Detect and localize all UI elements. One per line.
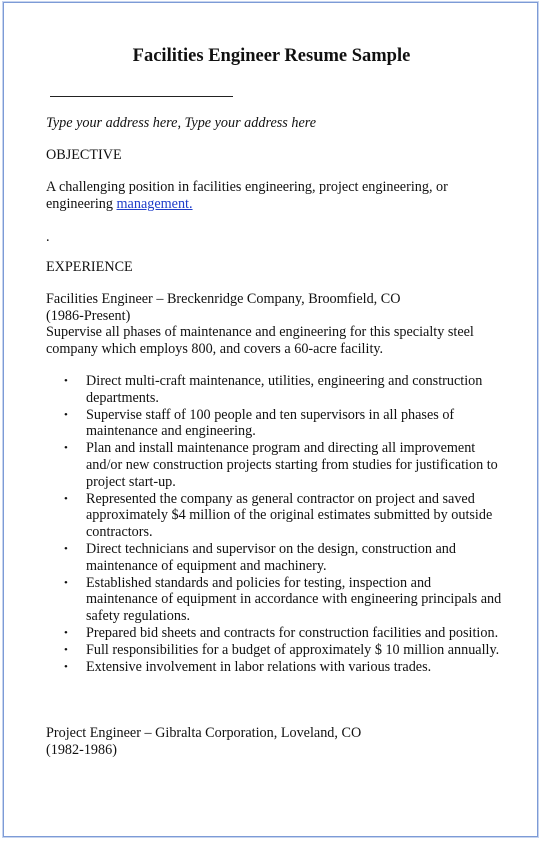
bullet-item: • Supervise staff of 100 people and ten supervisors in all phases of maintenance and engineering. xyxy=(62,407,502,441)
bullet-item: • Direct technicians and supervisor on the design, construction and maintenance of equipment and machinery. xyxy=(62,541,502,575)
objective-body: A challenging position in facilities engineering, project engineering, or engineering xyxy=(46,179,448,212)
job-title: Facilities Engineer – Breckenridge Company, Broomfield, CO xyxy=(46,291,401,307)
address-line: Type your address here, Type your address here xyxy=(46,115,317,131)
job-title: Project Engineer – Gibralta Corporation, Loveland, CO xyxy=(46,725,362,741)
bullet-item: • Plan and install maintenance program and directing all improvement and/or new construction projects starting from studies for justification to project start-up. xyxy=(62,440,502,490)
document-page xyxy=(3,2,538,837)
bullet-item: • Prepared bid sheets and contracts for construction facilities and position. xyxy=(62,625,502,642)
objective-text xyxy=(46,179,506,213)
job-dates: (1982-1986) xyxy=(46,742,117,758)
page-title: Facilities Engineer Resume Sample xyxy=(132,46,411,66)
separator-dot: . xyxy=(46,229,50,245)
objective-heading: OBJECTIVE xyxy=(46,147,122,163)
bullet-item: • Direct multi-craft maintenance, utilities, engineering and construction departments. xyxy=(62,373,502,407)
bullet-item: • Represented the company as general contractor on project and saved approximately $4 million of the original estimates submitted by outside contractors. xyxy=(62,491,502,541)
experience-heading: EXPERIENCE xyxy=(46,259,133,275)
management-link[interactable]: management. xyxy=(116,196,193,212)
bullet-item: • Extensive involvement in labor relations with various trades. xyxy=(62,659,502,676)
job-1-bullet-list xyxy=(62,373,502,675)
job-entry-1 xyxy=(46,291,506,357)
job-entry-2 xyxy=(46,725,506,759)
bullet-item: • Full responsibilities for a budget of approximately $ 10 million annually. xyxy=(62,642,502,659)
job-summary: Supervise all phases of maintenance and engineering for this specialty steel company which employs 800, and covers a 60-acre facility. xyxy=(46,324,474,357)
job-dates: (1986-Present) xyxy=(46,307,131,324)
name-underline-rule xyxy=(50,96,233,97)
bullet-item: • Established standards and policies for testing, inspection and maintenance of equipment in accordance with engineering principals and safety regulations. xyxy=(62,575,502,625)
